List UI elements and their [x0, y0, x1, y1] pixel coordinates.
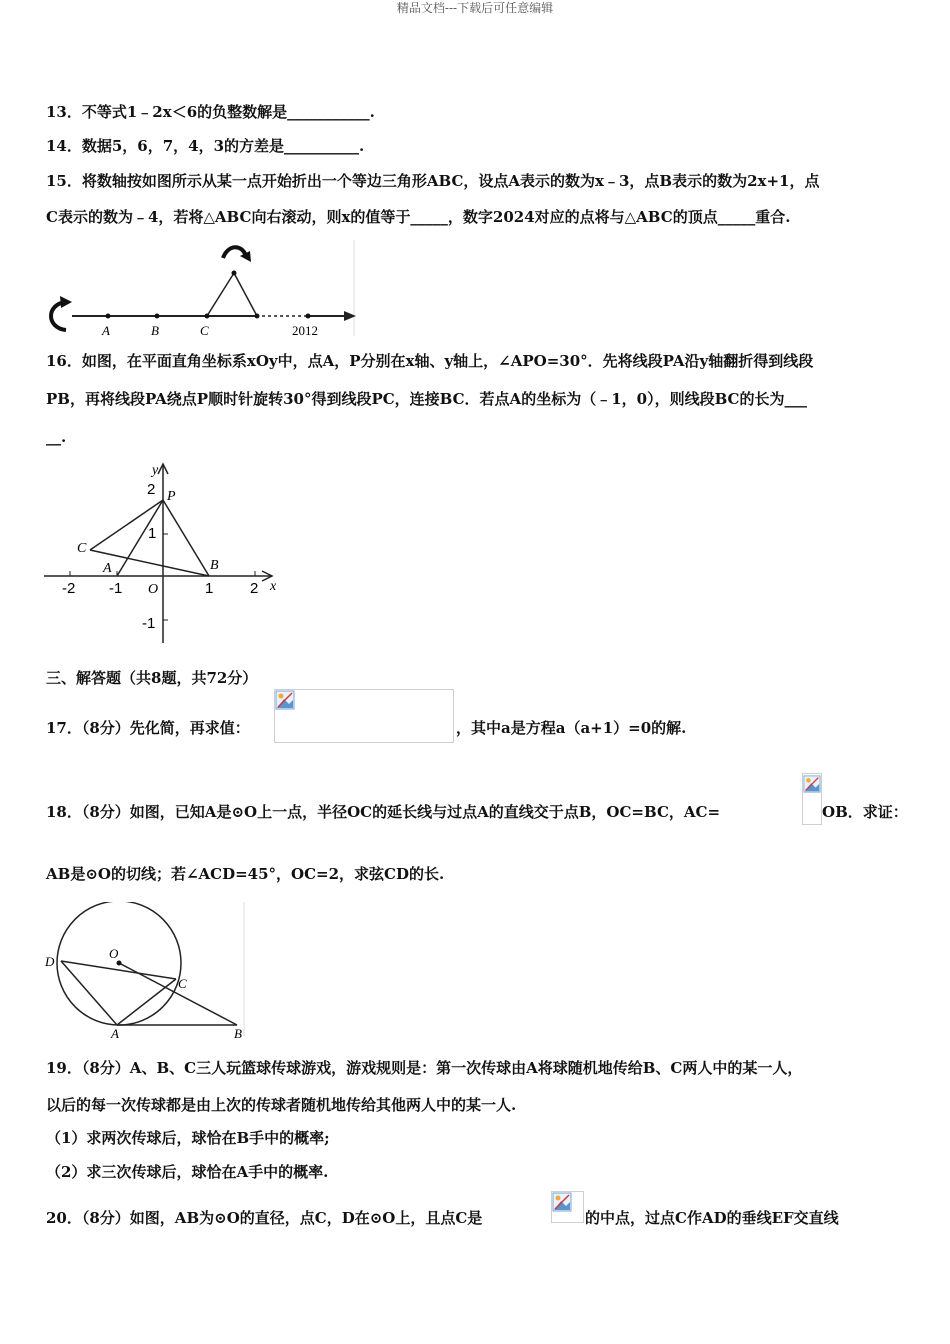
tick-x-minus-2: -2	[62, 580, 76, 597]
tick-y-1: 1	[148, 525, 157, 542]
page-header: 精品文档---下载后可任意编辑	[396, 1, 554, 15]
point-a-label: A	[103, 561, 112, 576]
tick-x-1: 1	[205, 580, 214, 597]
tick-y-minus-1: -1	[142, 615, 156, 632]
question-16-line1: 16．如图，在平面直角坐标系xOy中，点A，P分别在x轴、y轴上，∠APO=30°．先将线段PA沿y轴翻折得到线段	[46, 352, 814, 370]
coordinate-figure	[44, 458, 284, 648]
question-18-line2: AB是⊙O的切线；若∠ACD=45°，OC=2，求弦CD的长.	[46, 865, 445, 883]
question-15-line1: 15．将数轴按如图所示从某一点开始折出一个等边三角形ABC，设点A表示的数为x﹣3，点B表示的数为2x+1，点	[46, 172, 820, 190]
label-a: A	[102, 323, 110, 338]
point-a-label: A	[111, 1026, 119, 1040]
question-20-prefix: 20．（8分）如图，AB为⊙O的直径，点C，D在⊙O上，且点C是	[46, 1209, 483, 1227]
section-heading: 三、解答题（共8题，共72分）	[46, 669, 258, 687]
point-d-label: D	[45, 954, 55, 969]
question-19-part1: （1）求两次传球后，球恰在B手中的概率;	[46, 1129, 330, 1147]
question-18-line1: 18．（8分）如图，已知A是⊙O上一点，半径OC的延长线与过点A的直线交于点B，OC=BC，AC=	[46, 803, 721, 821]
question-20-suffix: 的中点，过点C作AD的垂线EF交直线	[585, 1209, 839, 1227]
label-c: C	[200, 323, 209, 338]
tick-x-2: 2	[250, 580, 259, 597]
question-18-line1-suffix: OB．求证：	[822, 803, 908, 821]
question-19-part2: （2）求三次传球后，球恰在A手中的概率.	[46, 1163, 329, 1181]
center-o-label: O	[109, 946, 119, 961]
axis-x-label: x	[270, 579, 277, 594]
question-17-prefix: 17．（8分）先化简，再求值：	[46, 719, 250, 737]
number-line-figure	[44, 240, 359, 340]
axis-y-label: y	[152, 463, 159, 478]
label-b: B	[151, 323, 159, 338]
formula-image-placeholder	[802, 773, 822, 825]
point-b-label: B	[234, 1026, 242, 1040]
formula-image-placeholder	[551, 1191, 584, 1223]
question-14: 14．数据5，6，7，4，3的方差是__________.	[46, 137, 365, 155]
question-19-line1: 19．（8分）A、B、C三人玩篮球传球游戏，游戏规则是：第一次传球由A将球随机地传给B、C两人中的某一人，	[46, 1059, 803, 1077]
point-c-label: C	[178, 976, 187, 991]
question-17-suffix: ，其中a是方程a（a+1）=0的解.	[456, 719, 687, 737]
circle-tangent-figure	[44, 902, 249, 1040]
tick-x-minus-1: -1	[109, 580, 123, 597]
tick-y-2: 2	[147, 481, 156, 498]
point-c-label: C	[77, 541, 87, 556]
point-b-label: B	[210, 558, 219, 573]
question-13: 13．不等式1﹣2x＜6的负整数解是___________.	[46, 103, 375, 121]
broken-image-icon	[803, 774, 821, 794]
question-15-line2: C表示的数为﹣4，若将△ABC向右滚动，则x的值等于_____，数字2024对应的点将与△ABC的顶点_____重合.	[46, 208, 791, 226]
question-16-line2: PB，再将线段PA绕点P顺时针旋转30°得到线段PC，连接BC．若点A的坐标为（﹣1，0），则线段BC的长为___	[46, 390, 807, 408]
question-16-line3: __.	[46, 428, 67, 446]
label-2012: 2012	[292, 323, 318, 338]
formula-image-placeholder	[274, 689, 454, 743]
question-19-line2: 以后的每一次传球都是由上次的传球者随机地传给其他两人中的某一人.	[46, 1096, 517, 1114]
broken-image-icon	[275, 690, 295, 710]
broken-image-icon	[552, 1192, 572, 1212]
origin-label: O	[148, 582, 159, 597]
point-p-label: P	[167, 489, 176, 504]
